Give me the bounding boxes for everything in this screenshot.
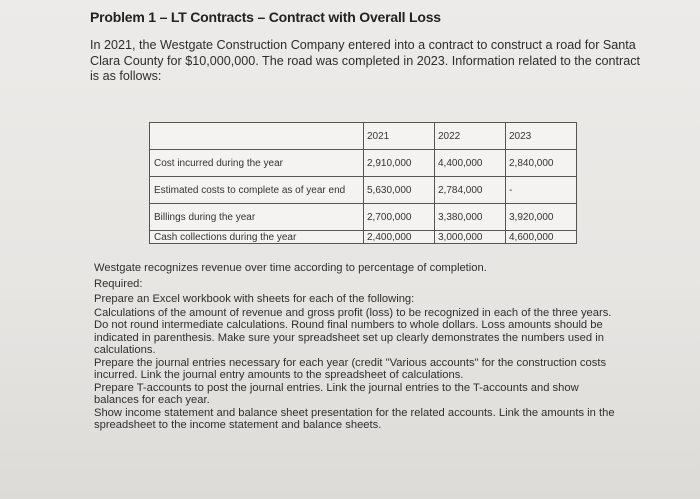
requirement-item: Calculations of the amount of revenue and gross profit (loss) to be recognized in each of the three years. Do not round intermediate calculations. Round final numbers to whole dollars. Loss amounts should be indicated in parenthesis. Make sure your spreadsheet set up clearly demonstrates the numbers used in calculations. [94,306,612,356]
cell-value: 4,400,000 [435,150,506,177]
header-empty-cell [150,123,364,150]
header-2022: 2022 [435,123,506,150]
header-2021: 2021 [364,123,435,150]
row-label: Estimated costs to complete as of year end [150,177,364,204]
cell-value: 2,700,000 [364,204,435,231]
table-row [150,204,577,231]
recognition-text: Westgate recognizes revenue over time according to percentage of completion. [94,262,487,274]
prepare-text: Prepare an Excel workbook with sheets for each of the following: [94,293,415,305]
cell-value: - [506,177,577,204]
cell-value: 3,380,000 [435,204,506,231]
cell-value: 3,920,000 [506,204,577,231]
instructions-section [94,262,624,432]
row-label: Cost incurred during the year [150,150,364,177]
cell-value: 3,000,000 [435,231,506,244]
cell-value: 2,840,000 [506,150,577,177]
intro-paragraph: In 2021, the Westgate Construction Company entered into a contract to construct a road for Santa Clara County for $10,000,000. The road was completed in 2023. Information related to the contract is as follows: [90,38,641,83]
cell-value: 4,600,000 [506,231,577,244]
table-row [150,177,577,204]
cell-value: 5,630,000 [364,177,435,204]
required-label: Required: [94,277,143,290]
table-row [150,150,577,177]
row-label: Billings during the year [150,204,364,231]
requirement-item: Prepare the journal entries necessary for each year (credit "Various accounts" for the construction costs incurred. Link the journal entry amounts to the spreadsheet of calculations. [94,356,607,381]
row-label: Cash collections during the year [150,231,364,244]
table-header-row [150,123,577,150]
cell-value: 2,784,000 [435,177,506,204]
header-2023: 2023 [506,123,577,150]
problem-title: Problem 1 – LT Contracts – Contract with Overall Loss [90,9,441,25]
cell-value: 2,400,000 [364,231,435,244]
contract-table [149,122,577,244]
cell-value: 2,910,000 [364,150,435,177]
requirement-item: Prepare T-accounts to post the journal entries. Link the journal entries to the T-accounts and show balances for each year. [94,381,579,406]
table-row [150,231,577,244]
requirement-item: Show income statement and balance sheet presentation for the related accounts. Link the amounts in the spreadsheet to the income statement and balance sheets. [94,406,615,431]
